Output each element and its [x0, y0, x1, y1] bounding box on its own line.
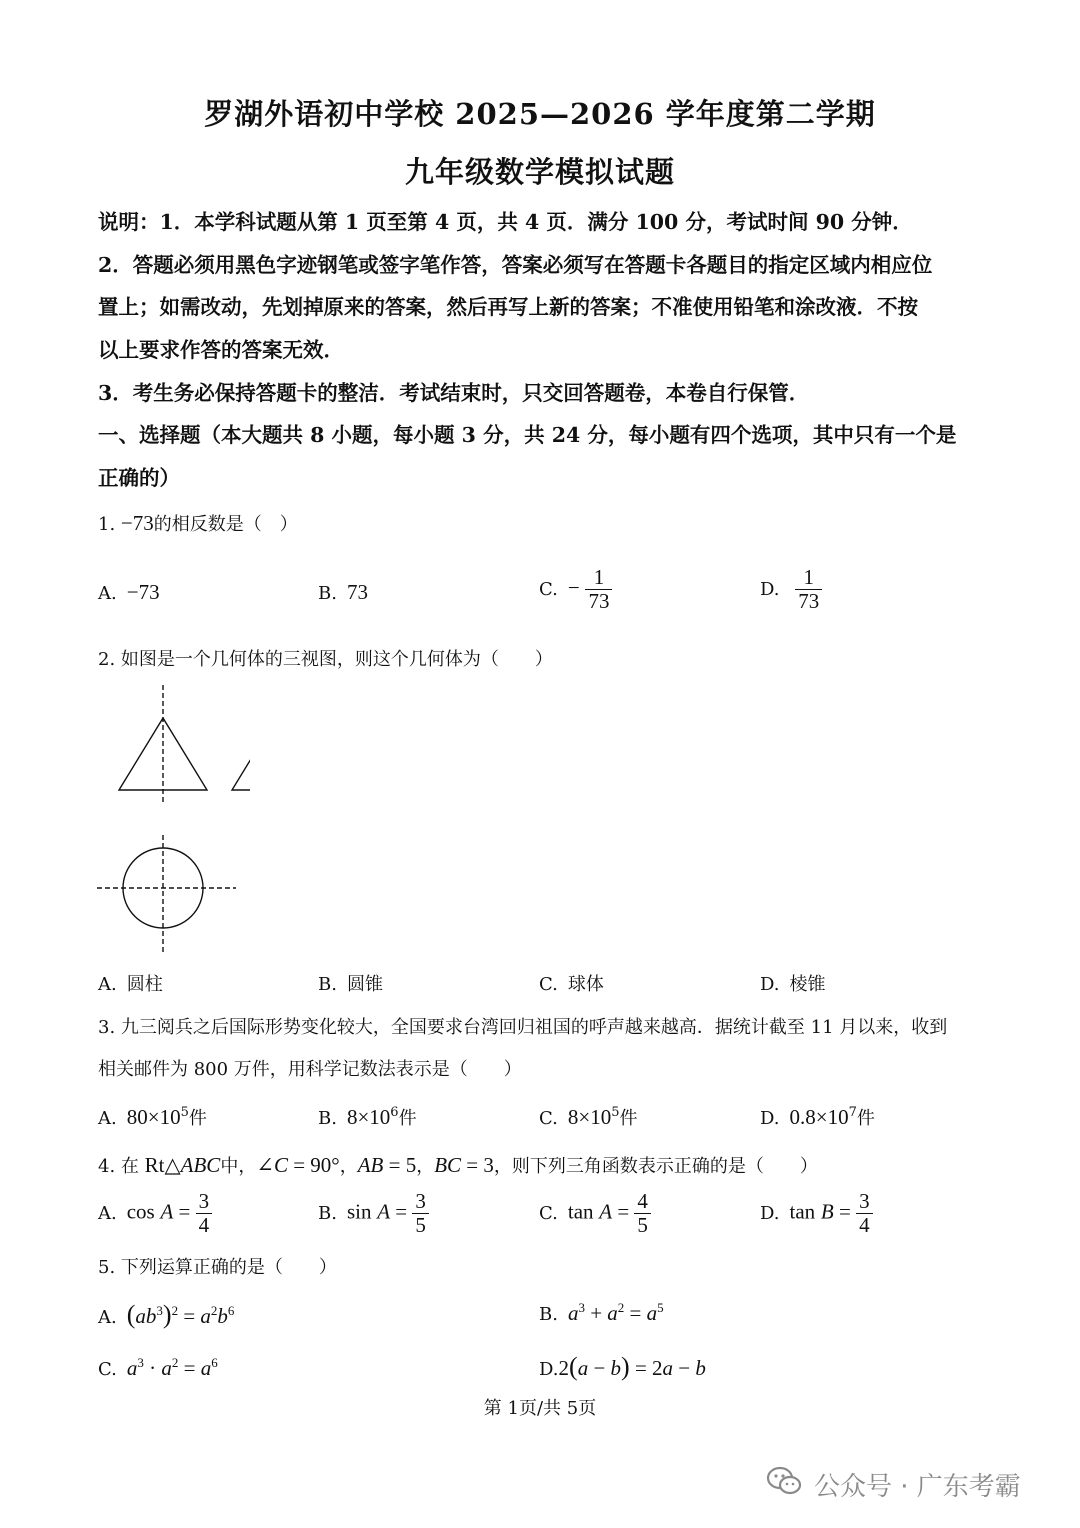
exam-subtitle: 九年级数学模拟试题: [404, 155, 675, 189]
option-unit: 件: [398, 1108, 417, 1129]
math-abc: ABC: [180, 1153, 221, 1177]
question-number: 1.: [98, 514, 116, 535]
option-var: A: [160, 1199, 174, 1224]
option-label: A.: [98, 974, 117, 995]
q5-option-c[interactable]: [98, 1355, 218, 1381]
option-value: −73: [126, 580, 160, 604]
option-expression: $a^3 \cdot a^2 = a^6$: [126, 1355, 218, 1380]
option-label: D.: [539, 1359, 559, 1380]
option-label: B.: [539, 1304, 558, 1325]
option-base: 8×10: [346, 1105, 391, 1129]
watermark-text: 公众号 · 广东考霸: [814, 1472, 1021, 1502]
option-var: A: [377, 1199, 391, 1224]
option-label: A.: [98, 583, 117, 604]
q3-option-b[interactable]: [318, 1104, 417, 1130]
option-value: 棱锥: [789, 974, 826, 995]
q4-option-b[interactable]: [318, 1190, 429, 1237]
option-value: 圆柱: [126, 974, 163, 995]
math-c: C: [273, 1153, 288, 1177]
option-label: C.: [98, 1359, 117, 1380]
option-label: D.: [760, 1108, 780, 1129]
three-view-figure: [90, 680, 250, 955]
question-text: 的相反数是（ ）: [153, 514, 298, 535]
question-2: 2. 如图是一个几何体的三视图，则这个几何体为（ ）: [98, 649, 553, 670]
q2-option-b[interactable]: [318, 970, 383, 996]
option-label: A.: [98, 1108, 117, 1129]
option-fn: cos: [126, 1199, 155, 1224]
q3-option-d[interactable]: [760, 1104, 875, 1130]
option-sign: −: [567, 575, 580, 600]
fraction: $\frac{1}{73}$: [585, 566, 612, 613]
option-label: D.: [760, 1202, 780, 1224]
equals-sign: =: [173, 1199, 196, 1224]
question-4: [98, 1152, 988, 1178]
option-value: 球体: [567, 974, 604, 995]
option-label: C.: [539, 1108, 558, 1129]
section-heading-line-1: 一、选择题（本大题共 8 小题，每小题 3 分，共 24 分，每小题有四个选项，其中只有一个是: [98, 423, 957, 447]
option-unit: 件: [619, 1108, 638, 1129]
q3-option-c[interactable]: [539, 1104, 637, 1130]
question-number: 4.: [98, 1156, 116, 1177]
math-ab-value: = 5: [383, 1153, 417, 1177]
equals-sign: =: [390, 1199, 413, 1224]
question-3-line-2: 相关邮件为 800 万件，用科学记数法表示是（ ）: [98, 1059, 522, 1080]
option-label: B.: [318, 1108, 337, 1129]
q2-option-a[interactable]: [98, 970, 163, 996]
option-value: 73: [346, 580, 368, 604]
option-label: B.: [318, 974, 337, 995]
question-text: ，: [339, 1156, 358, 1177]
wechat-icon: [766, 1466, 802, 1503]
q4-option-d[interactable]: [760, 1190, 873, 1237]
top-view-circle: [97, 835, 236, 952]
fraction: $\frac{1}{73}$: [795, 566, 822, 613]
option-var: B: [820, 1199, 834, 1224]
q3-option-a[interactable]: [98, 1104, 207, 1130]
math-bc: BC: [434, 1153, 462, 1177]
q5-option-b[interactable]: [539, 1300, 664, 1326]
option-base: 8×10: [567, 1105, 612, 1129]
option-exponent: 7: [848, 1105, 857, 1120]
option-label: C.: [539, 1202, 558, 1224]
option-label: B.: [318, 1202, 337, 1224]
question-5: 5. 下列运算正确的是（ ）: [98, 1257, 337, 1278]
option-base: 0.8×10: [789, 1105, 849, 1129]
question-text: ，: [416, 1156, 435, 1177]
option-exponent: 5: [180, 1105, 189, 1120]
math-bc-value: = 3: [461, 1153, 494, 1177]
front-view-triangle: [119, 685, 207, 805]
option-label: C.: [539, 974, 558, 995]
option-base: 80×10: [126, 1105, 181, 1129]
instruction-line-4: 以上要求作答的答案无效．: [98, 338, 344, 362]
option-fn: tan: [789, 1199, 816, 1224]
instruction-line-2: 2．答题必须用黑色字迹钢笔或签字笔作答，答案必须写在答题卡各题目的指定区域内相应位: [98, 253, 933, 277]
option-value: 圆锥: [346, 974, 383, 995]
option-fn: tan: [567, 1199, 594, 1224]
q4-option-c[interactable]: [539, 1190, 651, 1237]
option-label: A.: [98, 1307, 117, 1328]
option-var: A: [599, 1199, 613, 1224]
fraction: $\frac{3}{4}$: [856, 1190, 873, 1237]
section-heading-line-2: 正确的）: [98, 466, 180, 490]
watermark: [766, 1466, 1021, 1503]
page-footer: 第 1页/共 5页: [483, 1398, 597, 1419]
side-view-triangle: [232, 685, 250, 805]
option-exponent: 5: [611, 1105, 620, 1120]
option-label: D.: [760, 578, 780, 600]
question-3-line-1: 3. 九三阅兵之后国际形势变化较大，全国要求台湾回归祖国的呼声越来越高．据统计截至 11 月以来，收到: [98, 1017, 948, 1038]
q5-option-a[interactable]: [98, 1300, 234, 1330]
option-label: D.: [760, 974, 780, 995]
math-angle: ∠: [256, 1153, 274, 1177]
q1-option-c[interactable]: [539, 566, 612, 613]
equals-sign: =: [833, 1199, 857, 1224]
fraction: $\frac{4}{5}$: [634, 1190, 651, 1237]
equals-sign: =: [612, 1199, 635, 1224]
option-unit: 件: [856, 1108, 875, 1129]
q1-option-d[interactable]: [760, 566, 822, 613]
q1-option-b[interactable]: [318, 580, 368, 605]
option-unit: 件: [188, 1108, 207, 1129]
option-fn: sin: [346, 1199, 372, 1224]
fraction: $\frac{3}{5}$: [412, 1190, 429, 1237]
question-expression: −73: [120, 511, 154, 535]
instruction-line-3: 置上；如需改动，先划掉原来的答案，然后再写上新的答案；不准使用铅笔和涂改液．不按: [98, 295, 918, 319]
fraction: $\frac{3}{4}$: [196, 1190, 213, 1237]
q2-option-d[interactable]: [760, 970, 826, 996]
option-expression: $(ab^3)^2 = a^2b^6$: [126, 1300, 235, 1329]
question-text: ，则下列三角函数表示正确的是（ ）: [493, 1156, 818, 1177]
q5-option-d[interactable]: [539, 1352, 706, 1382]
instruction-line-1: 说明：1．本学科试题从第 1 页至第 4 页，共 4 页．满分 100 分，考试时间 90 分钟．: [98, 210, 913, 234]
q4-option-a[interactable]: [98, 1190, 212, 1237]
question-text: 在: [120, 1156, 139, 1177]
option-expression: 2(a − b) = 2a − b: [558, 1352, 706, 1381]
instruction-line-5: 3．考生务必保持答题卡的整洁．考试结束时，只交回答题卷，本卷自行保管．: [98, 381, 810, 405]
q1-option-a[interactable]: [98, 580, 160, 605]
math-rt: Rt△: [144, 1153, 181, 1177]
question-text: 中，: [220, 1156, 257, 1177]
option-expression: $a^3 + a^2 = a^5$: [567, 1300, 664, 1325]
q2-option-c[interactable]: [539, 970, 604, 996]
exam-title: 罗湖外语初中学校 2025—2026 学年度第二学期: [204, 97, 876, 131]
option-label: A.: [98, 1202, 117, 1224]
option-label: B.: [318, 583, 337, 604]
question-1: [98, 510, 988, 536]
option-exponent: 6: [390, 1105, 399, 1120]
option-label: C.: [539, 578, 558, 600]
math-ab: AB: [357, 1153, 384, 1177]
math-deg: = 90°: [287, 1153, 340, 1177]
